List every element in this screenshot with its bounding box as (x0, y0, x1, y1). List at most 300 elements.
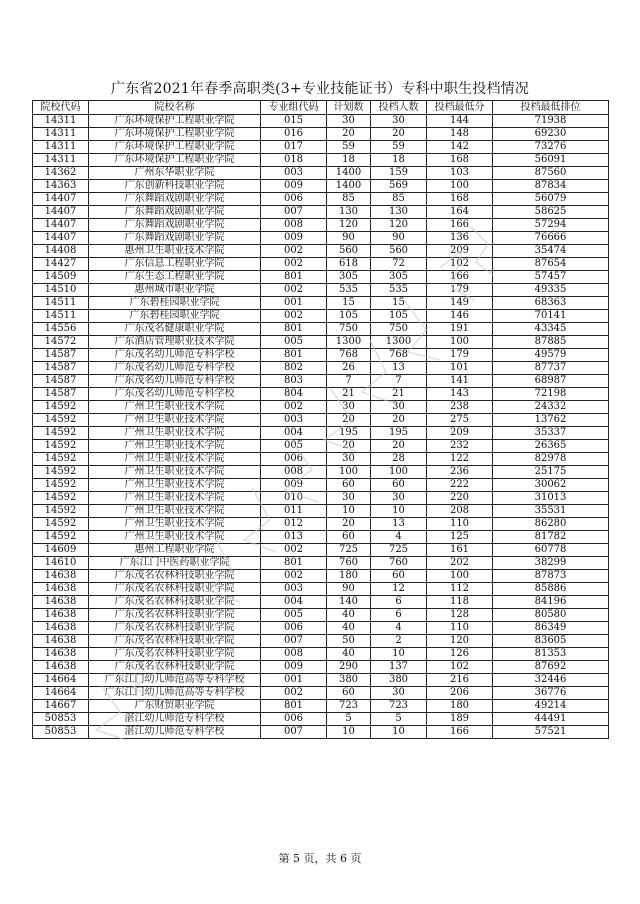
cell-school-code: 14587 (33, 349, 89, 362)
cell-school-code: 14664 (33, 674, 89, 687)
table-row (33, 479, 609, 492)
cell-plan-count: 90 (327, 583, 371, 596)
cell-school-name: 广东江门幼儿师范高等专科学校 (89, 674, 261, 687)
cell-min-score: 110 (427, 622, 493, 635)
cell-min-score: 101 (427, 362, 493, 375)
cell-min-rank: 87654 (493, 258, 609, 271)
cell-group-code: 004 (261, 427, 327, 440)
cell-group-code: 009 (261, 232, 327, 245)
cell-min-rank: 80580 (493, 609, 609, 622)
cell-group-code: 804 (261, 388, 327, 401)
cell-admitted-count: 12 (371, 583, 427, 596)
table-row (33, 180, 609, 193)
cell-min-rank: 38299 (493, 557, 609, 570)
cell-min-rank: 86349 (493, 622, 609, 635)
cell-plan-count: 723 (327, 700, 371, 713)
cell-plan-count: 130 (327, 206, 371, 219)
cell-school-code: 14407 (33, 193, 89, 206)
cell-plan-count: 180 (327, 570, 371, 583)
cell-school-name: 广东环境保护工程职业学院 (89, 141, 261, 154)
cell-admitted-count: 85 (371, 193, 427, 206)
cell-school-code: 14592 (33, 466, 89, 479)
cell-school-name: 广东舞蹈戏剧职业学院 (89, 206, 261, 219)
cell-group-code: 009 (261, 479, 327, 492)
cell-school-name: 广东茂名幼儿师范专科学校 (89, 349, 261, 362)
cell-min-score: 166 (427, 271, 493, 284)
cell-group-code: 015 (261, 115, 327, 128)
table-row (33, 505, 609, 518)
cell-min-rank: 73276 (493, 141, 609, 154)
cell-admitted-count: 10 (371, 726, 427, 739)
table-row (33, 492, 609, 505)
cell-school-code: 14408 (33, 245, 89, 258)
cell-plan-count: 85 (327, 193, 371, 206)
cell-school-name: 广州卫生职业技术学院 (89, 414, 261, 427)
table-row (33, 284, 609, 297)
cell-min-rank: 26365 (493, 440, 609, 453)
cell-admitted-count: 2 (371, 635, 427, 648)
cell-school-name: 广州卫生职业技术学院 (89, 479, 261, 492)
table-row (33, 427, 609, 440)
cell-min-rank: 13762 (493, 414, 609, 427)
cell-group-code: 803 (261, 375, 327, 388)
cell-school-name: 广东茂名农林科技职业学院 (89, 609, 261, 622)
cell-group-code: 007 (261, 726, 327, 739)
cell-school-code: 14592 (33, 427, 89, 440)
table-row (33, 349, 609, 362)
cell-group-code: 006 (261, 453, 327, 466)
header-school-name: 院校名称 (89, 101, 261, 115)
cell-admitted-count: 28 (371, 453, 427, 466)
cell-admitted-count: 72 (371, 258, 427, 271)
cell-group-code: 004 (261, 596, 327, 609)
cell-school-code: 14407 (33, 206, 89, 219)
cell-admitted-count: 13 (371, 518, 427, 531)
cell-min-score: 100 (427, 336, 493, 349)
cell-plan-count: 10 (327, 505, 371, 518)
table-row (33, 206, 609, 219)
cell-group-code: 006 (261, 622, 327, 635)
cell-school-code: 14427 (33, 258, 89, 271)
cell-school-code: 14556 (33, 323, 89, 336)
cell-admitted-count: 5 (371, 713, 427, 726)
cell-min-score: 168 (427, 193, 493, 206)
cell-min-score: 164 (427, 206, 493, 219)
cell-group-code: 017 (261, 141, 327, 154)
table-row (33, 167, 609, 180)
table-row (33, 388, 609, 401)
cell-school-code: 14311 (33, 141, 89, 154)
cell-school-code: 14592 (33, 492, 89, 505)
table-row (33, 661, 609, 674)
cell-plan-count: 1300 (327, 336, 371, 349)
cell-plan-count: 40 (327, 622, 371, 635)
cell-group-code: 009 (261, 661, 327, 674)
cell-plan-count: 30 (327, 453, 371, 466)
cell-group-code: 002 (261, 258, 327, 271)
cell-min-rank: 24332 (493, 401, 609, 414)
table-row (33, 557, 609, 570)
cell-group-code: 801 (261, 700, 327, 713)
header-group-code: 专业组代码 (261, 101, 327, 115)
cell-min-rank: 87873 (493, 570, 609, 583)
cell-school-code: 14592 (33, 401, 89, 414)
cell-plan-count: 15 (327, 297, 371, 310)
cell-min-score: 238 (427, 401, 493, 414)
cell-plan-count: 725 (327, 544, 371, 557)
cell-school-code: 14311 (33, 128, 89, 141)
cell-plan-count: 290 (327, 661, 371, 674)
cell-min-rank: 71938 (493, 115, 609, 128)
cell-school-code: 14638 (33, 609, 89, 622)
cell-plan-count: 1400 (327, 180, 371, 193)
cell-school-name: 广东信息工程职业学院 (89, 258, 261, 271)
cell-group-code: 003 (261, 583, 327, 596)
cell-school-code: 14311 (33, 115, 89, 128)
table-row (33, 245, 609, 258)
cell-admitted-count: 750 (371, 323, 427, 336)
cell-min-score: 118 (427, 596, 493, 609)
cell-admitted-count: 768 (371, 349, 427, 362)
cell-plan-count: 1400 (327, 167, 371, 180)
table-row (33, 141, 609, 154)
table-row (33, 323, 609, 336)
table-row (33, 648, 609, 661)
table-row (33, 531, 609, 544)
cell-school-name: 广州卫生职业技术学院 (89, 492, 261, 505)
cell-group-code: 002 (261, 570, 327, 583)
cell-plan-count: 21 (327, 388, 371, 401)
table-row (33, 544, 609, 557)
cell-school-name: 广东茂名农林科技职业学院 (89, 622, 261, 635)
cell-school-code: 14592 (33, 440, 89, 453)
cell-group-code: 801 (261, 349, 327, 362)
cell-plan-count: 20 (327, 128, 371, 141)
cell-min-rank: 69230 (493, 128, 609, 141)
table-row (33, 440, 609, 453)
cell-plan-count: 40 (327, 648, 371, 661)
cell-min-score: 236 (427, 466, 493, 479)
cell-min-rank: 76666 (493, 232, 609, 245)
table-row (33, 674, 609, 687)
cell-admitted-count: 159 (371, 167, 427, 180)
cell-plan-count: 760 (327, 557, 371, 570)
admission-table (32, 100, 609, 739)
cell-group-code: 802 (261, 362, 327, 375)
cell-school-name: 广东茂名健康职业学院 (89, 323, 261, 336)
cell-min-score: 232 (427, 440, 493, 453)
cell-min-score: 100 (427, 180, 493, 193)
cell-school-name: 湛江幼儿师范专科学校 (89, 713, 261, 726)
cell-admitted-count: 59 (371, 141, 427, 154)
cell-admitted-count: 380 (371, 674, 427, 687)
cell-min-score: 102 (427, 661, 493, 674)
cell-min-score: 146 (427, 310, 493, 323)
cell-group-code: 013 (261, 531, 327, 544)
cell-admitted-count: 6 (371, 609, 427, 622)
cell-group-code: 016 (261, 128, 327, 141)
cell-school-name: 广东茂名农林科技职业学院 (89, 596, 261, 609)
cell-plan-count: 5 (327, 713, 371, 726)
cell-admitted-count: 30 (371, 687, 427, 700)
cell-school-name: 惠州城市职业学院 (89, 284, 261, 297)
cell-admitted-count: 560 (371, 245, 427, 258)
table-row (33, 700, 609, 713)
cell-admitted-count: 1300 (371, 336, 427, 349)
cell-group-code: 010 (261, 492, 327, 505)
cell-plan-count: 18 (327, 154, 371, 167)
cell-school-name: 广东舞蹈戏剧职业学院 (89, 193, 261, 206)
cell-admitted-count: 7 (371, 375, 427, 388)
table-row (33, 570, 609, 583)
cell-min-score: 136 (427, 232, 493, 245)
cell-school-name: 广州卫生职业技术学院 (89, 466, 261, 479)
cell-group-code: 005 (261, 336, 327, 349)
table-row (33, 414, 609, 427)
cell-plan-count: 750 (327, 323, 371, 336)
cell-min-score: 128 (427, 609, 493, 622)
cell-school-name: 广东酒店管理职业技术学院 (89, 336, 261, 349)
cell-min-rank: 68987 (493, 375, 609, 388)
cell-plan-count: 7 (327, 375, 371, 388)
cell-admitted-count: 4 (371, 622, 427, 635)
cell-school-code: 14362 (33, 167, 89, 180)
cell-min-rank: 49335 (493, 284, 609, 297)
cell-admitted-count: 760 (371, 557, 427, 570)
cell-group-code: 801 (261, 271, 327, 284)
cell-min-rank: 87834 (493, 180, 609, 193)
cell-group-code: 005 (261, 440, 327, 453)
cell-admitted-count: 60 (371, 570, 427, 583)
cell-admitted-count: 60 (371, 479, 427, 492)
cell-min-score: 120 (427, 635, 493, 648)
cell-school-code: 14592 (33, 518, 89, 531)
cell-min-score: 168 (427, 154, 493, 167)
cell-min-rank: 87885 (493, 336, 609, 349)
cell-admitted-count: 10 (371, 648, 427, 661)
cell-min-score: 144 (427, 115, 493, 128)
cell-min-rank: 84196 (493, 596, 609, 609)
cell-group-code: 007 (261, 635, 327, 648)
cell-admitted-count: 30 (371, 115, 427, 128)
cell-min-score: 110 (427, 518, 493, 531)
cell-plan-count: 560 (327, 245, 371, 258)
cell-school-name: 广东茂名农林科技职业学院 (89, 661, 261, 674)
cell-group-code: 012 (261, 518, 327, 531)
cell-admitted-count: 30 (371, 401, 427, 414)
table-row (33, 609, 609, 622)
table-row (33, 583, 609, 596)
header-plan-count: 计划数 (327, 101, 371, 115)
cell-school-name: 广东茂名农林科技职业学院 (89, 648, 261, 661)
cell-plan-count: 10 (327, 726, 371, 739)
cell-admitted-count: 100 (371, 466, 427, 479)
cell-min-rank: 87737 (493, 362, 609, 375)
page-title: 广东省2021年春季高职类(3+专业技能证书）专科中职生投档情况 (110, 81, 530, 97)
cell-admitted-count: 20 (371, 440, 427, 453)
cell-group-code: 009 (261, 180, 327, 193)
cell-plan-count: 60 (327, 531, 371, 544)
cell-school-name: 广东茂名幼儿师范专科学校 (89, 388, 261, 401)
cell-admitted-count: 305 (371, 271, 427, 284)
cell-school-code: 14311 (33, 154, 89, 167)
cell-min-score: 161 (427, 544, 493, 557)
cell-min-score: 179 (427, 284, 493, 297)
cell-group-code: 011 (261, 505, 327, 518)
cell-school-name: 惠州工程职业学院 (89, 544, 261, 557)
cell-school-code: 14638 (33, 570, 89, 583)
cell-plan-count: 100 (327, 466, 371, 479)
cell-admitted-count: 18 (371, 154, 427, 167)
table-row (33, 336, 609, 349)
cell-min-rank: 43345 (493, 323, 609, 336)
cell-min-rank: 57521 (493, 726, 609, 739)
cell-min-rank: 35474 (493, 245, 609, 258)
cell-admitted-count: 30 (371, 492, 427, 505)
cell-school-code: 14363 (33, 180, 89, 193)
cell-plan-count: 50 (327, 635, 371, 648)
table-row (33, 596, 609, 609)
cell-group-code: 002 (261, 401, 327, 414)
cell-min-rank: 60778 (493, 544, 609, 557)
cell-min-score: 103 (427, 167, 493, 180)
cell-plan-count: 20 (327, 518, 371, 531)
cell-school-code: 14510 (33, 284, 89, 297)
cell-min-rank: 35531 (493, 505, 609, 518)
cell-min-score: 112 (427, 583, 493, 596)
table-row (33, 271, 609, 284)
cell-min-score: 126 (427, 648, 493, 661)
table-row (33, 258, 609, 271)
cell-school-name: 广州卫生职业技术学院 (89, 440, 261, 453)
cell-school-code: 14609 (33, 544, 89, 557)
cell-min-rank: 81353 (493, 648, 609, 661)
table-row (33, 362, 609, 375)
cell-school-name: 广东舞蹈戏剧职业学院 (89, 219, 261, 232)
cell-school-name: 广州东华职业学院 (89, 167, 261, 180)
cell-min-score: 222 (427, 479, 493, 492)
table-row (33, 726, 609, 739)
cell-school-code: 14592 (33, 453, 89, 466)
cell-plan-count: 30 (327, 115, 371, 128)
cell-admitted-count: 6 (371, 596, 427, 609)
cell-school-code: 14592 (33, 505, 89, 518)
cell-min-rank: 85886 (493, 583, 609, 596)
cell-min-rank: 87692 (493, 661, 609, 674)
table-row (33, 193, 609, 206)
cell-school-name: 广州卫生职业技术学院 (89, 505, 261, 518)
cell-group-code: 005 (261, 609, 327, 622)
cell-plan-count: 26 (327, 362, 371, 375)
cell-min-score: 220 (427, 492, 493, 505)
cell-admitted-count: 195 (371, 427, 427, 440)
cell-min-score: 125 (427, 531, 493, 544)
cell-group-code: 002 (261, 310, 327, 323)
table-row (33, 375, 609, 388)
table-row (33, 115, 609, 128)
cell-school-code: 14638 (33, 622, 89, 635)
cell-min-score: 206 (427, 687, 493, 700)
cell-school-code: 14407 (33, 232, 89, 245)
cell-plan-count: 30 (327, 492, 371, 505)
cell-group-code: 018 (261, 154, 327, 167)
cell-min-score: 149 (427, 297, 493, 310)
cell-school-name: 广东创新科技职业学院 (89, 180, 261, 193)
cell-min-rank: 32446 (493, 674, 609, 687)
cell-min-score: 179 (427, 349, 493, 362)
cell-plan-count: 20 (327, 440, 371, 453)
table-row (33, 219, 609, 232)
cell-school-code: 14667 (33, 700, 89, 713)
cell-min-rank: 86280 (493, 518, 609, 531)
cell-plan-count: 305 (327, 271, 371, 284)
cell-plan-count: 20 (327, 414, 371, 427)
cell-min-score: 216 (427, 674, 493, 687)
cell-group-code: 002 (261, 544, 327, 557)
cell-min-score: 166 (427, 726, 493, 739)
cell-min-score: 209 (427, 245, 493, 258)
cell-min-score: 202 (427, 557, 493, 570)
cell-plan-count: 195 (327, 427, 371, 440)
cell-school-name: 广东茂名农林科技职业学院 (89, 570, 261, 583)
cell-min-score: 189 (427, 713, 493, 726)
cell-school-name: 广东茂名幼儿师范专科学校 (89, 362, 261, 375)
cell-school-code: 14592 (33, 414, 89, 427)
cell-school-name: 广东碧桂园职业学院 (89, 297, 261, 310)
cell-school-name: 广东茂名农林科技职业学院 (89, 635, 261, 648)
cell-school-code: 14610 (33, 557, 89, 570)
table-row (33, 466, 609, 479)
cell-school-name: 广东舞蹈戏剧职业学院 (89, 232, 261, 245)
cell-min-rank: 70141 (493, 310, 609, 323)
cell-school-code: 14572 (33, 336, 89, 349)
cell-min-score: 180 (427, 700, 493, 713)
cell-school-name: 广东江门中医药职业学院 (89, 557, 261, 570)
cell-plan-count: 120 (327, 219, 371, 232)
cell-school-name: 广州卫生职业技术学院 (89, 401, 261, 414)
cell-admitted-count: 120 (371, 219, 427, 232)
table-row (33, 713, 609, 726)
header-admitted-count: 投档人数 (371, 101, 427, 115)
cell-min-score: 209 (427, 427, 493, 440)
cell-min-rank: 83605 (493, 635, 609, 648)
page-footer: 第 5 页，共 6 页 (278, 852, 362, 865)
table-row (33, 232, 609, 245)
cell-plan-count: 140 (327, 596, 371, 609)
cell-admitted-count: 4 (371, 531, 427, 544)
cell-group-code: 007 (261, 206, 327, 219)
cell-school-code: 14638 (33, 635, 89, 648)
cell-school-code: 14511 (33, 310, 89, 323)
cell-school-code: 14509 (33, 271, 89, 284)
table-row (33, 622, 609, 635)
cell-min-rank: 30062 (493, 479, 609, 492)
table-row (33, 297, 609, 310)
cell-group-code: 002 (261, 284, 327, 297)
cell-min-score: 148 (427, 128, 493, 141)
cell-min-score: 142 (427, 141, 493, 154)
cell-school-code: 14638 (33, 648, 89, 661)
cell-plan-count: 60 (327, 687, 371, 700)
cell-school-code: 14587 (33, 388, 89, 401)
cell-group-code: 003 (261, 167, 327, 180)
cell-group-code: 002 (261, 687, 327, 700)
cell-school-name: 广东环境保护工程职业学院 (89, 115, 261, 128)
cell-group-code: 006 (261, 193, 327, 206)
cell-admitted-count: 13 (371, 362, 427, 375)
cell-group-code: 801 (261, 323, 327, 336)
cell-plan-count: 380 (327, 674, 371, 687)
